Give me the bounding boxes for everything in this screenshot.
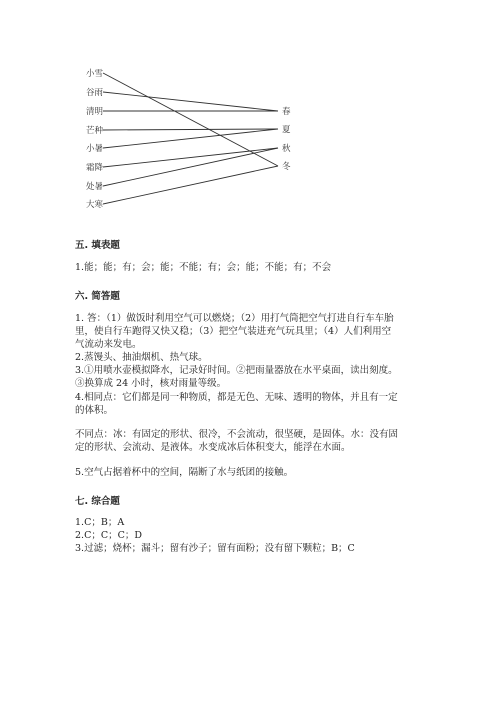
answer-line: 的体积。 (75, 405, 114, 416)
solar-term-label: 小雪 (86, 69, 104, 79)
answer-line: 气流动来发电。 (75, 339, 142, 350)
solar-term-label: 清明 (86, 107, 104, 117)
answer-line: 2.蒸馒头、抽油烟机、热气球。 (75, 352, 208, 363)
season-label: 夏 (282, 125, 291, 135)
season-label: 秋 (282, 144, 291, 154)
match-line (103, 129, 278, 130)
answer-line: 3.过滤；烧杯；漏斗；留有沙子；留有面粉；没有留下颗粒；B；C (75, 543, 355, 554)
solar-term-label: 处暑 (86, 182, 104, 192)
solar-term-label: 霜降 (86, 163, 104, 173)
season-label: 冬 (282, 162, 291, 172)
answer-line: 2.C；C；C；D (75, 530, 142, 541)
solar-term-label: 大寒 (86, 200, 104, 210)
match-line (103, 148, 278, 186)
match-line (103, 166, 278, 204)
answer-line: 不同点：冰：有固定的形状、很冷，不会流动，很坚硬，是固体。水：没有固 (75, 429, 399, 440)
solar-term-label: 小暑 (86, 144, 104, 154)
season-label: 春 (282, 107, 291, 117)
answer-line: 1. 答：（1）做饭时利用空气可以燃烧；（2）用打气筒把空气打进自行车车胎 (75, 313, 394, 324)
answer-line: 1.C；B；A (75, 517, 125, 528)
match-line (103, 148, 278, 167)
answer-line: ③换算成 24 小时，核对雨量等级。 (75, 378, 227, 389)
match-line (103, 129, 278, 148)
answer-line: 3.①用喷水壶模拟降水，记录好时间。②把雨量器放在水平桌面，读出刻度。 (75, 365, 398, 376)
answer-line: 5.空气占据着杯中的空间，隔断了水与纸团的接触。 (75, 467, 294, 478)
section-heading: 六. 简答题 (75, 291, 120, 302)
solar-term-label: 谷雨 (86, 88, 104, 98)
solar-term-label: 芒种 (86, 126, 104, 136)
answer-line: 1.能；能；有；会；能；不能；有；会；能；不能；有；不会 (75, 262, 332, 273)
section-heading: 五. 填表题 (75, 240, 120, 251)
match-line (103, 73, 278, 166)
matching-lines (0, 0, 500, 220)
answer-line: 里，使自行车跑得又快又稳；（3）把空气装进充气玩具里；（4）人们利用空 (75, 326, 392, 337)
matching-exercise (0, 0, 500, 220)
answer-line: 4.相同点：它们都是同一种物质，都是无色、无味、透明的物体，并且有一定 (75, 392, 398, 403)
section-heading: 七. 综合题 (75, 496, 120, 507)
match-line (103, 92, 278, 111)
answer-line: 定的形状、会流动、是液体。水变成冰后体积变大，能浮在水面。 (75, 442, 351, 453)
